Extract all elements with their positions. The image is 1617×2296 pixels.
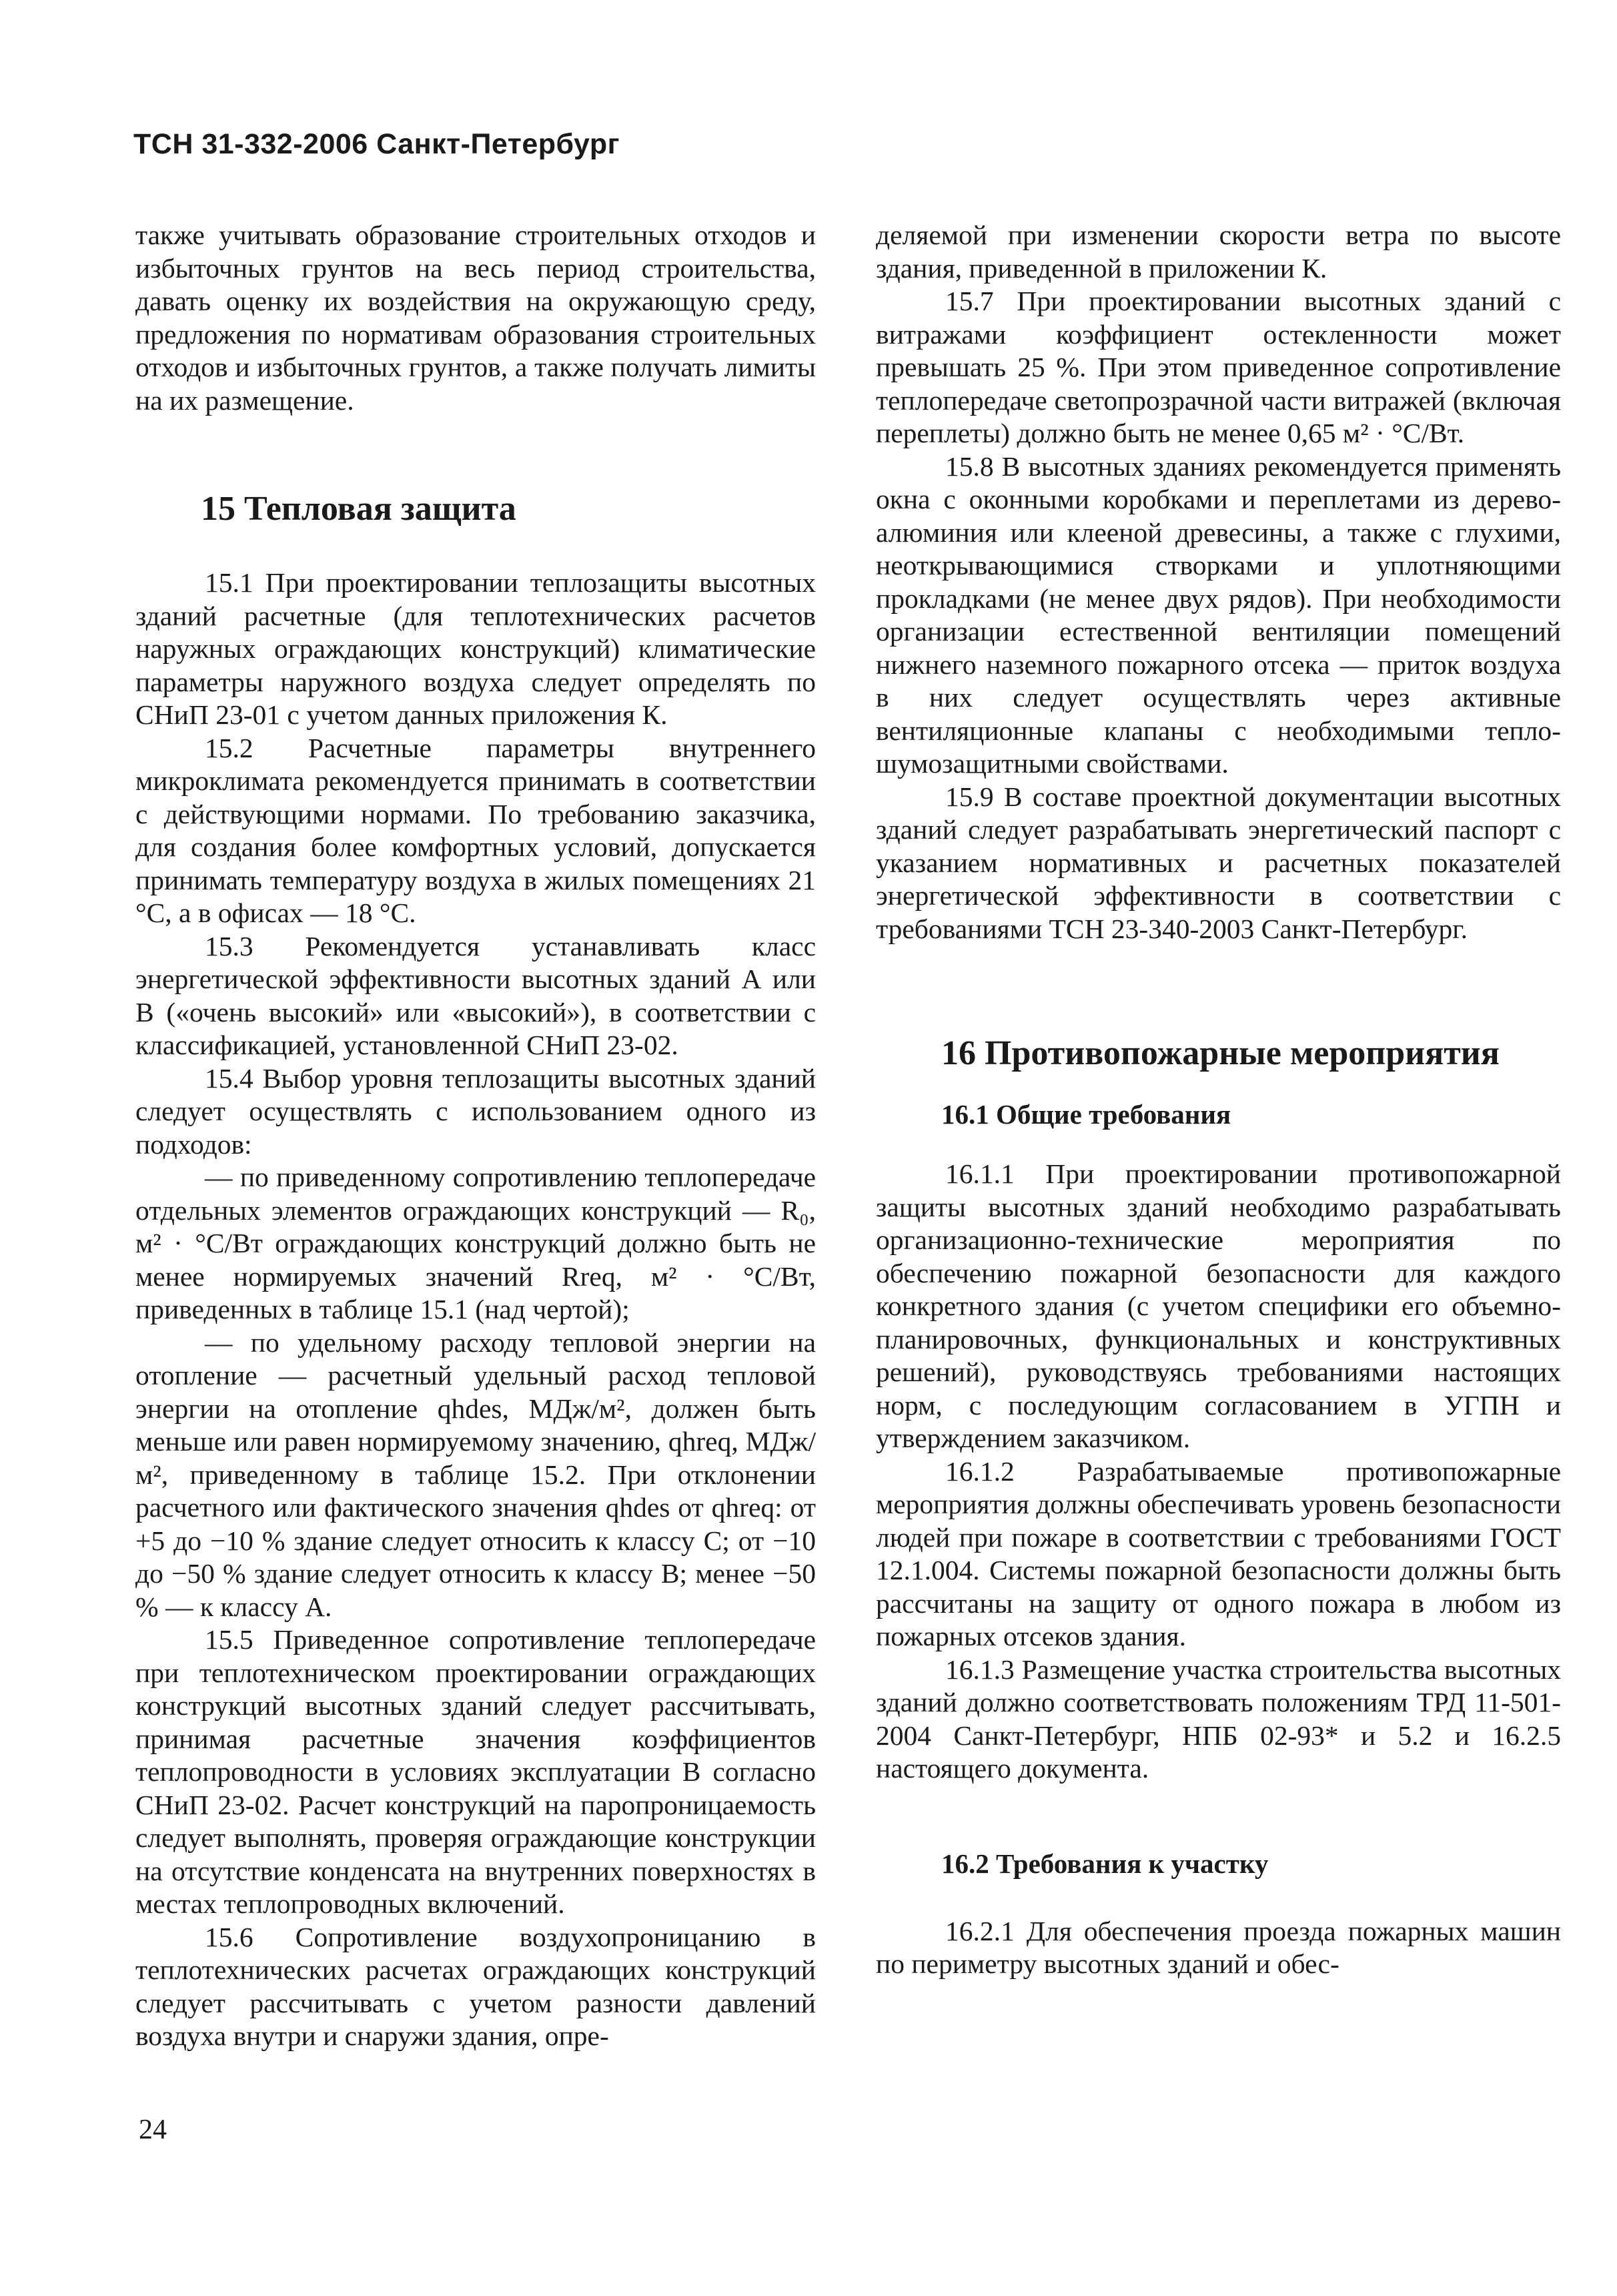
paragraph-intro: также учитывать образование строительных отходов и избыточных грунтов на весь период строительства, давать оценку их воздействия на окружающую среду, предложения по нормативам образования строительных отходов и избыточных грунтов, а также получать лимиты на их размещение. (135, 220, 816, 416)
subsection-16-2-heading: 16.2 Требования к участку (941, 1848, 1269, 1879)
paragraph-16-1-1: 16.1.1 При проектировании противопожарной защиты высотных зданий необходимо разрабатывать организационно-технические мероприятия по обеспечению пожарной безопасности для каждого конкретного здания (с учетом специфики его объемно-планировочных, функциональных и конструктивных решений), руководствуясь требованиями настоящих норм, с последующим согласованием в УГПН и утверждением заказчиком. (876, 1158, 1561, 1453)
page-number: 24 (139, 2115, 167, 2145)
paragraph-15-4: 15.4 Выбор уровня теплозащиты высотных зданий следует осуществлять с использованием одного из подходов: (135, 1062, 816, 1160)
section-16-heading: 16 Противопожарные мероприятия (941, 1034, 1500, 1072)
paragraph-15-9: 15.9 В составе проектной документации высотных зданий следует разрабатывать энергетический паспорт с указанием нормативных и расчетных показателей энергетической эффективности в соответствии с требованиями ТСН 23-340-2003 Санкт-Петербург. (876, 781, 1561, 944)
paragraph-16-2-1: 16.2.1 Для обеспечения проезда пожарных машин по периметру высотных зданий и обес- (876, 1915, 1561, 1979)
section-15-heading: 15 Тепловая защита (201, 490, 516, 528)
right-column (876, 219, 1561, 1981)
subsection-16-1-heading: 16.1 Общие требования (941, 1099, 1231, 1130)
paragraph-15-4-option-a: — по приведенному сопротивлению теплопередаче отдельных элементов ограждающих конструкций — R₀, м² · °С/Вт ограждающих конструкций должно быть не менее нормируемых значений Rreq, м² · °С/Вт, приведенных в таблице 15.1 (над чертой); (135, 1162, 816, 1324)
paragraph-15-6: 15.6 Сопротивление воздухопроницанию в теплотехнических расчетах ограждающих конструкций следует рассчитывать с учетом разности давлений воздуха внутри и снаружи здания, опре- (135, 1921, 816, 2051)
paragraph-15-3: 15.3 Рекомендуется устанавливать класс энергетической эффективности высотных зданий А или В («очень высокий» или «высокий»), в соответствии с классификацией, установленной СНиП 23-02. (135, 930, 816, 1060)
paragraph-15-5: 15.5 Приведенное сопротивление теплопередаче при теплотехническом проектировании ограждающих конструкций высотных зданий следует рассчитывать, принимая расчетные значения коэффициентов теплопроводности в условиях эксплуатации В согласно СНиП 23-02. Расчет конструкций на паропроницаемость следует выполнять, проверяя ограждающие конструкции на отсутствие конденсата на внутренних поверхностях в местах теплопроводных включений. (135, 1624, 816, 1919)
paragraph-15-7: 15.7 При проектировании высотных зданий с витражами коэффициент остекленности может превышать 25 %. При этом приведенное сопротивление теплопередаче светопрозрачной части витражей (включая переплеты) должно быть не менее 0,65 м² · °С/Вт. (876, 286, 1561, 448)
paragraph-16-1-3: 16.1.3 Размещение участка строительства высотных зданий должно соответствовать положениям ТРД 11-501-2004 Санкт-Петербург, НПБ 02-93* и 5.2 и 16.2.5 настоящего документа. (876, 1653, 1561, 1784)
paragraph-15-6-continued: деляемой при изменении скорости ветра по высоте здания, приведенной в приложении К. (876, 220, 1561, 284)
paragraph-15-2: 15.2 Расчетные параметры внутреннего микроклимата рекомендуется принимать в соответствии с действующими нормами. По требованию заказчика, для создания более комфортных условий, допускается принимать температуру воздуха в жилых помещениях 21 °С, а в офисах — 18 °С. (135, 732, 816, 928)
running-header: ТСН 31-332-2006 Санкт-Петербург (133, 128, 620, 160)
left-column (135, 219, 816, 2053)
paragraph-15-1: 15.1 При проектировании теплозащиты высотных зданий расчетные (для теплотехнических расчетов наружных ограждающих конструкций) климатические параметры наружного воздуха следует определять по СНиП 23-01 с учетом данных приложения К. (135, 567, 816, 730)
paragraph-15-4-option-b: — по удельному расходу тепловой энергии на отопление — расчетный удельный расход тепловой энергии на отопление qhdes, МДж/м², должен быть меньше или равен нормируемому значению, qhreq, МДж/м², приведенному в таблице 15.2. При отклонении расчетного или фактического значения qhdes от qhreq: от +5 до −10 % здание следует относить к классу С; от −10 до −50 % здание следует относить к классу В; менее −50 % — к классу А. (135, 1326, 816, 1622)
paragraph-15-8: 15.8 В высотных зданиях рекомендуется применять окна с оконными коробками и переплетами из дерево-алюминия или клееной древесины, а также с глухими, неоткрывающимися створками и уплотняющими прокладками (не менее двух рядов). При необходимости организации естественной вентиляции помещений нижнего наземного пожарного отсека — приток воздуха в них следует осуществлять через активные вентиляционные клапаны с необходимыми тепло-шумозащитными свойствами. (876, 450, 1561, 779)
paragraph-16-1-2: 16.1.2 Разрабатываемые противопожарные мероприятия должны обеспечивать уровень безопасности людей при пожаре в соответствии с требованиями ГОСТ 12.1.004. Системы пожарной безопасности должны быть рассчитаны на защиту от одного пожара в любом из пожарных отсеков здания. (876, 1455, 1561, 1651)
